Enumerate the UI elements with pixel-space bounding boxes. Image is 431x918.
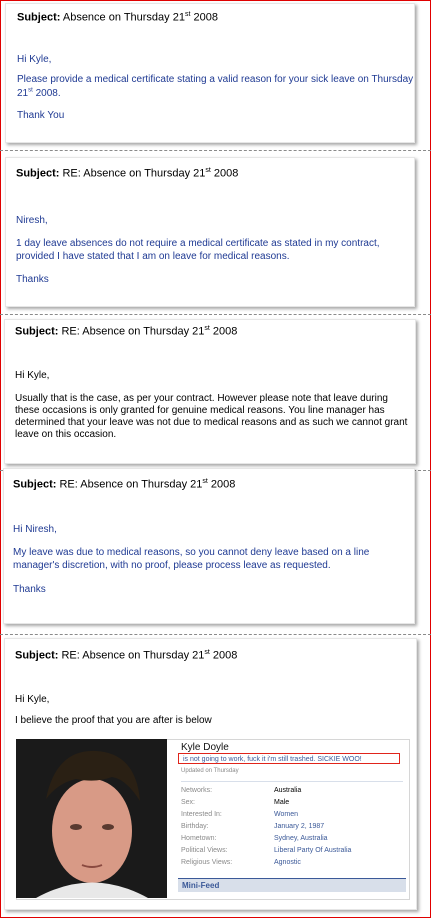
email-greeting: Hi Kyle, — [15, 694, 50, 705]
email-greeting: Hi Kyle, — [17, 54, 52, 65]
subject-year: 2008 — [210, 167, 239, 180]
info-value-hometown[interactable]: Sydney, Australia — [274, 835, 328, 842]
profile-photo — [16, 739, 167, 898]
info-label-birthday: Birthday: — [181, 823, 209, 830]
cut-line — [0, 314, 431, 315]
email-subject — [17, 11, 218, 24]
subject-text: Absence on Thursday 21 — [62, 11, 185, 24]
email-subject — [15, 325, 237, 338]
subject-sup: st — [204, 649, 210, 656]
email-body-line: manager's discretion, with no proof, please process leave as requested. — [13, 560, 331, 571]
email-body-line — [17, 87, 61, 100]
date-sup: st — [28, 87, 33, 94]
subject-sup: st — [204, 325, 210, 332]
email-body-line: Please provide a medical certificate stating a valid reason for your sick leave on Thursday — [17, 74, 414, 85]
subject-text: RE: Absence on Thursday 21 — [62, 167, 206, 180]
email-body-line: My leave was due to medical reasons, so you cannot deny leave based on a line — [13, 547, 370, 558]
date-text: 21 — [17, 88, 29, 99]
info-label-sex: Sex: — [181, 799, 196, 806]
date-year: 2008. — [32, 88, 61, 99]
cut-line — [0, 150, 431, 151]
subject-sup: st — [205, 167, 211, 174]
email-greeting: Hi Niresh, — [13, 524, 57, 535]
email-closing: Thanks — [13, 584, 46, 595]
email-subject — [16, 167, 238, 180]
subject-label: Subject: — [13, 478, 57, 491]
email-body-line: leave on this occasion. — [15, 429, 117, 440]
subject-year: 2008 — [209, 325, 238, 338]
subject-text: RE: Absence on Thursday 21 — [61, 325, 205, 338]
subject-label: Subject: — [17, 11, 61, 24]
profile-name[interactable]: Kyle Doyle — [181, 742, 229, 753]
email-closing: Thanks — [16, 274, 49, 285]
info-value-sex: Male — [274, 799, 290, 806]
subject-sup: st — [202, 478, 208, 485]
subject-text: RE: Absence on Thursday 21 — [59, 478, 203, 491]
email-body-line: 1 day leave absences do not require a medical certificate as stated in my contract, — [16, 238, 380, 249]
info-divider — [181, 781, 403, 782]
info-label-religious: Religious Views: — [181, 859, 233, 866]
info-value-interested[interactable]: Women — [274, 811, 298, 818]
subject-label: Subject: — [15, 649, 59, 662]
email-greeting: Hi Kyle, — [15, 370, 50, 381]
info-label-hometown: Hometown: — [181, 835, 217, 842]
email-closing: Thank You — [17, 110, 65, 121]
subject-year: 2008 — [209, 649, 238, 662]
email-body-line: these occasions is only granted for genuine medical reasons. You line manager has — [15, 405, 385, 416]
email-subject — [15, 649, 237, 662]
profile-status: is not going to work, fuck it i'm still trashed. SICKIE WOO! — [178, 753, 400, 764]
subject-sup: st — [184, 11, 191, 18]
subject-label: Subject: — [15, 325, 59, 338]
info-value-networks: Australia — [274, 787, 302, 794]
subject-year: 2008 — [190, 11, 218, 24]
cut-line — [0, 634, 431, 635]
email-subject — [13, 478, 235, 491]
info-value-religious[interactable]: Agnostic — [274, 859, 301, 866]
email-body-line: I believe the proof that you are after is below — [15, 715, 212, 726]
info-label-political: Political Views: — [181, 847, 228, 854]
email-greeting: Niresh, — [16, 215, 48, 226]
subject-year: 2008 — [207, 478, 236, 491]
subject-label: Subject: — [16, 167, 60, 180]
subject-text: RE: Absence on Thursday 21 — [61, 649, 205, 662]
info-label-networks: Networks: — [181, 787, 213, 794]
mini-feed-header[interactable]: Mini-Feed — [178, 878, 406, 892]
info-value-political[interactable]: Liberal Party Of Australia — [274, 847, 352, 854]
email-body-line: Usually that is the case, as per your contract. However please note that leave during — [15, 393, 388, 404]
email-body-line: determined that your leave was not due to medical reasons and as such we cannot grant — [15, 417, 408, 428]
info-value-birthday[interactable]: January 2, 1987 — [274, 823, 325, 830]
status-updated: Updated on Thursday — [181, 768, 239, 774]
email-body-line: provided I have stated that I am on leave for medical reasons. — [16, 251, 290, 262]
info-label-interested: Interested In: — [181, 811, 222, 818]
